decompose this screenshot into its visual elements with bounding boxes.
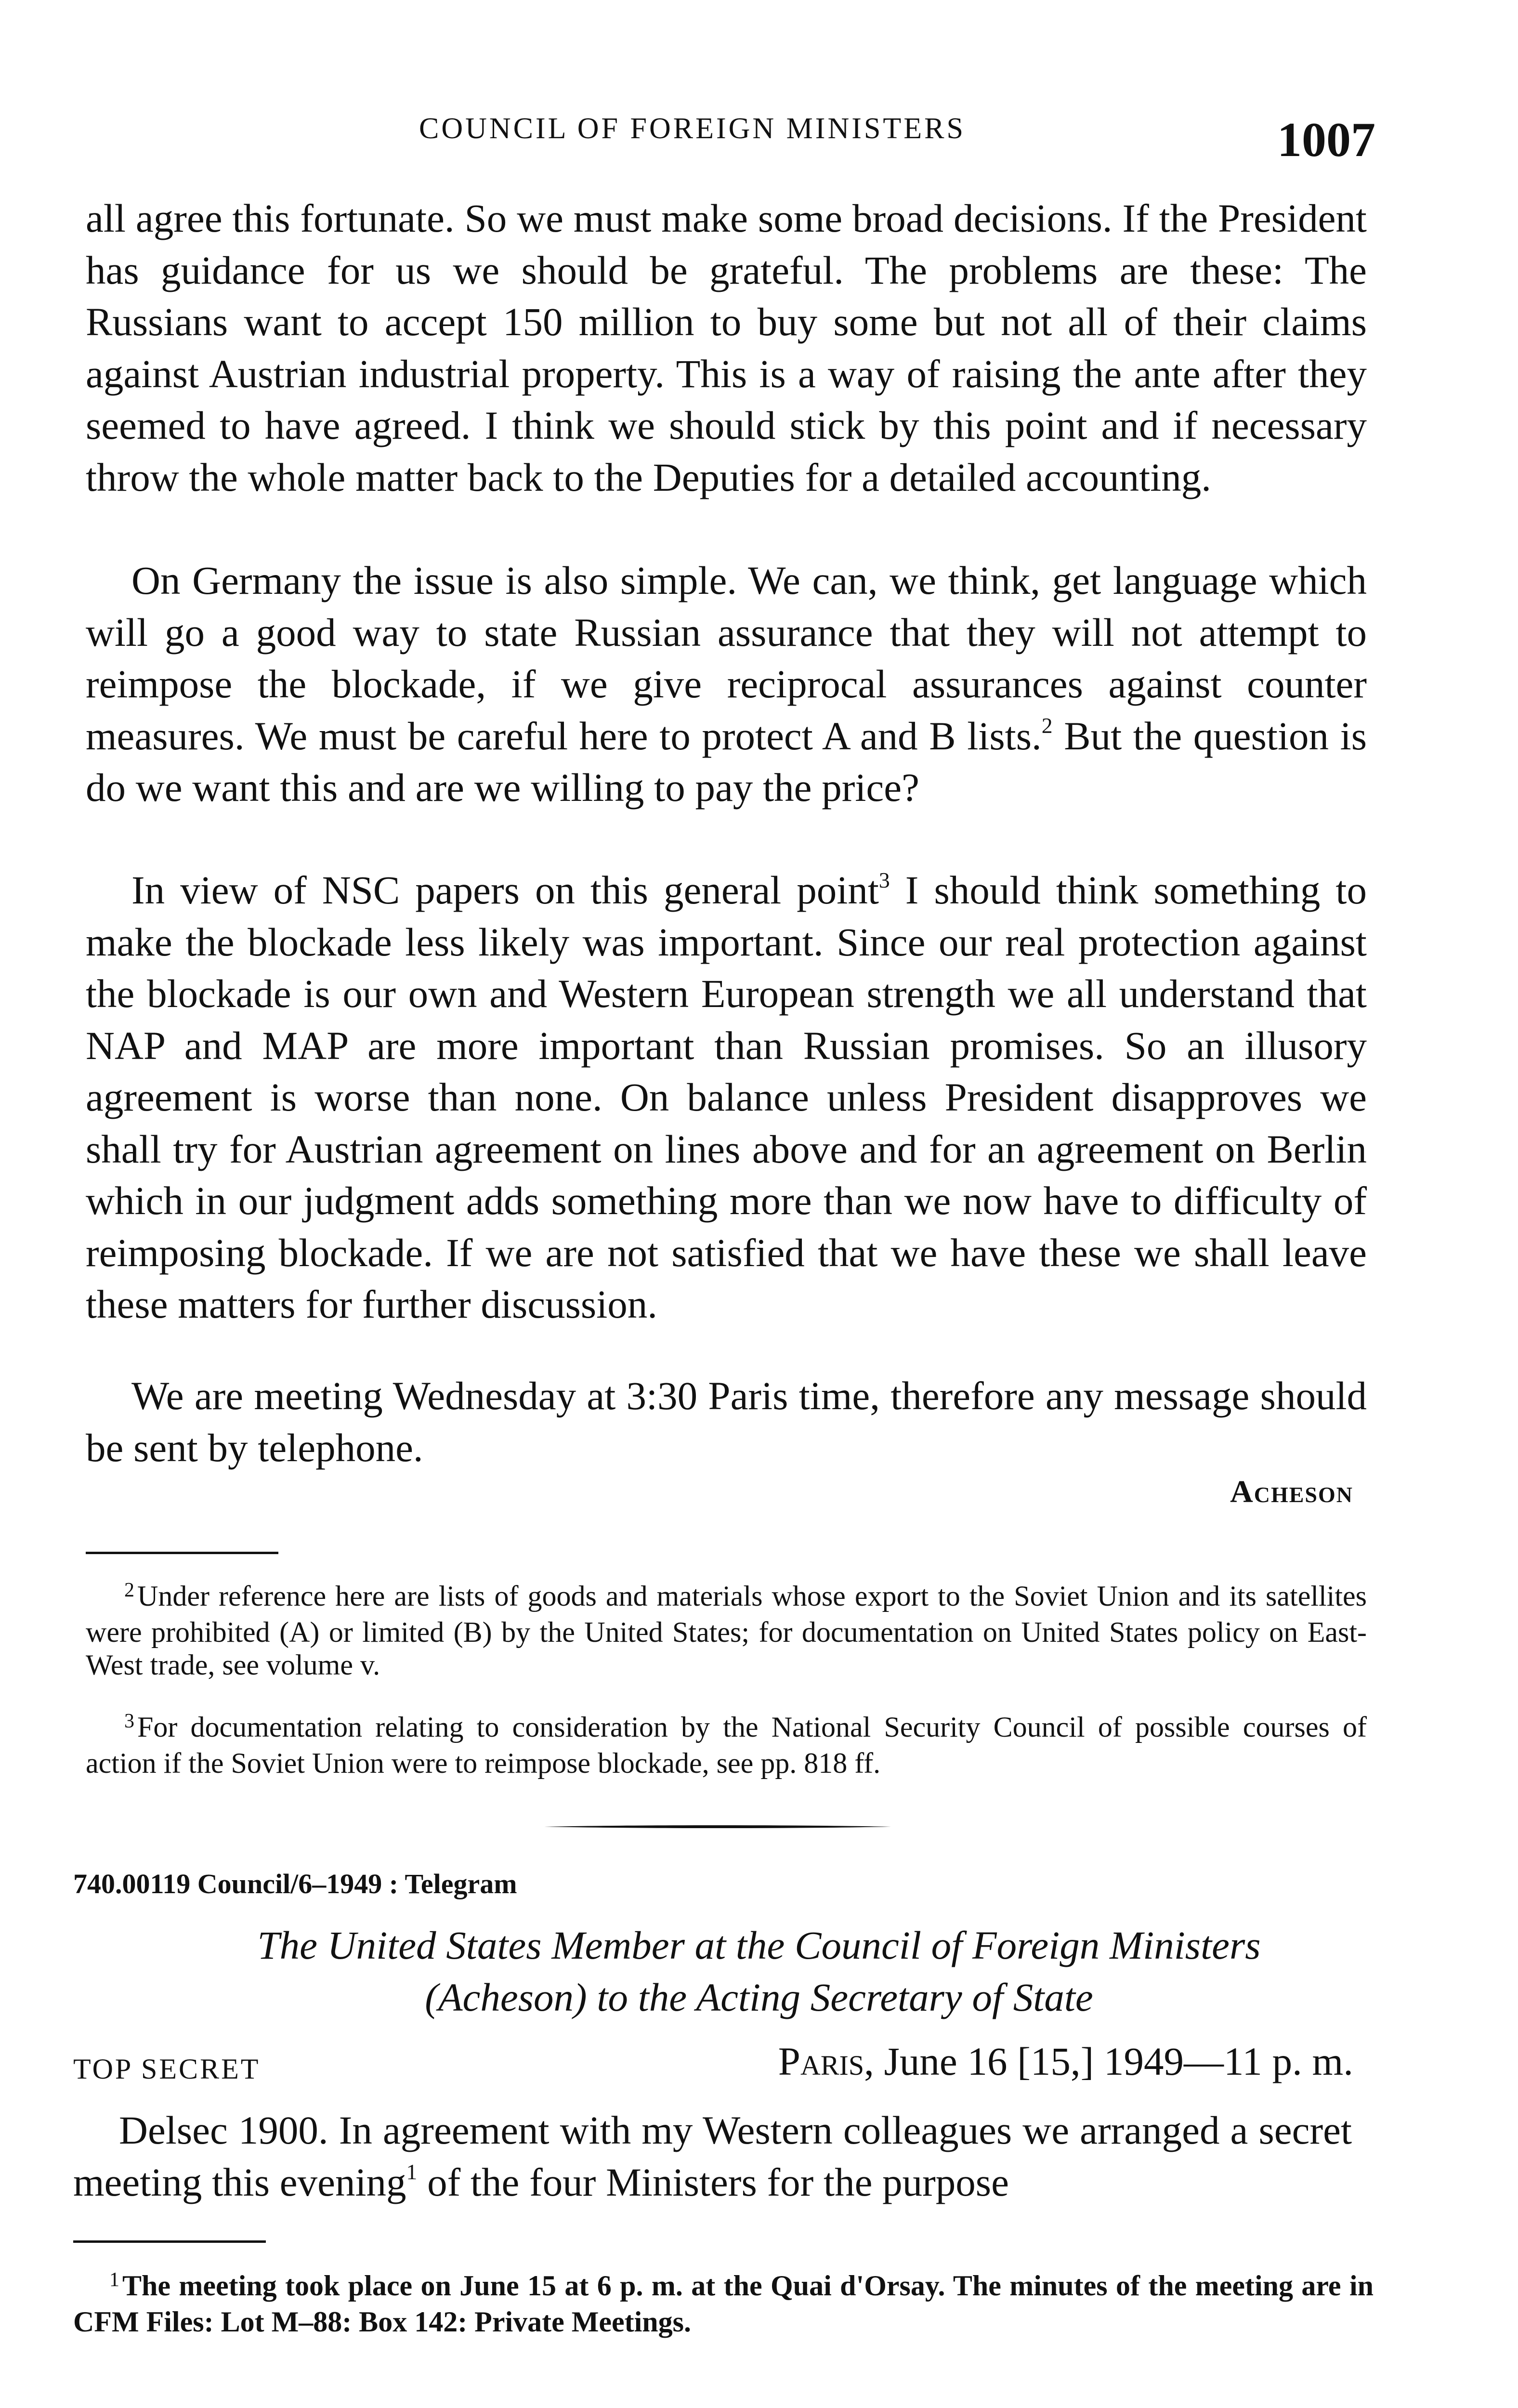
body-paragraph-2-text-b: But the question is do we want this and are we willing to pay the price? [86,713,1367,810]
footnote-ref-2[interactable]: 2 [1041,713,1053,738]
document-title-line-1: The United States Member at the Council of Foreign Ministers [257,1923,1261,1967]
body-paragraph-4: We are meeting Wednesday at 3:30 Paris time, therefore any message should be sent by telephone. [86,1374,1367,1470]
footnote-1-text: The meeting took place on June 15 at 6 p. m. at the Quai d'Orsay. The minutes of the meeting are in CFM Files: Lot M–88: Box 142: Private Meetings. [73,2270,1374,2338]
document-file-reference: 740.00119 Council/6–1949 : Telegram [73,1868,517,1899]
footnote-3-text: For documentation relating to consideration by the National Security Council of possible courses of action if the Soviet Union were to reimpose blockade, see pp. 818 ff. [86,1711,1367,1779]
telegram-paragraph-1-text-a: Delsec 1900. In agreement with my Western colleagues we arranged a secret meeting this evening [73,2108,1352,2204]
footnote-rule-top [86,1552,278,1554]
telegram-paragraph-1-text-b: of the four Ministers for the purpose [417,2159,1009,2204]
body-paragraph-3-text-a: In view of NSC papers on this general point [131,868,879,912]
document-title-line-2: (Acheson) to the Acting Secretary of State [425,1975,1093,2019]
dateline [778,2038,1353,2084]
body-paragraph-3 [86,864,1367,1331]
footnote-1-number: 1 [109,2269,119,2291]
footnote-rule-bottom [73,2240,266,2243]
footnote-1 [73,2269,1374,2338]
telegram-paragraph-1 [73,2105,1352,2208]
body-paragraph-1: all agree this fortunate. So we must make some broad decisions. If the President has guidance for us we should be grateful. The problems are these: The Russians want to accept 150 million to buy some but not all of their claims against Austrian industrial property. This is a way of raising the ante after they seemed to have agreed. I think we should stick by this point and if necessary throw the whole matter back to the Deputies for a detailed accounting. [86,196,1367,499]
dateline-place: Paris [778,2039,864,2083]
footnote-2-number: 2 [124,1579,134,1602]
signature: Acheson [1230,1474,1353,1509]
footnote-2 [86,1580,1367,1681]
body-paragraph-2 [86,555,1367,814]
dateline-date: , June 16 [15,] 1949—11 p. m. [864,2039,1353,2083]
document-divider [544,1824,891,1829]
body-paragraph-3-text-b: I should think something to make the blockade less likely was important. Since our real protection against the blockade is our own and Western European strength we all understand that NAP and MAP are more important than Russian promises. So an illusory agreement is worse than none. On balance unless President disapproves we shall try for Austrian agreement on lines above and for an agreement on Berlin which in our judgment adds something more than we now have to difficulty of reimposing blockade. If we are not satisfied that we have these we shall leave these matters for further discussion. [86,868,1367,1326]
footnote-ref-3[interactable]: 3 [878,867,890,892]
footnote-3 [86,1711,1367,1780]
footnote-ref-1[interactable]: 1 [406,2159,418,2185]
running-head: COUNCIL OF FOREIGN MINISTERS [419,112,966,145]
body-paragraph-2-text-a: On Germany the issue is also simple. We can, we think, get language which will go a good way to state Russian assurance that they will not attempt to reimpose the blockade, if we give reciprocal assurances against counter measures. We must be careful here to protect A and B lists. [86,558,1367,758]
footnote-2-text: Under reference here are lists of goods and materials whose export to the Soviet Union and its satellites were prohibited (A) or limited (B) by the United States; for documentation on United States policy on East-West trade, see volume v. [86,1580,1367,1681]
page-number: 1007 [1277,113,1375,167]
footnote-3-number: 3 [124,1710,134,1733]
classification-label: TOP SECRET [73,2053,261,2085]
